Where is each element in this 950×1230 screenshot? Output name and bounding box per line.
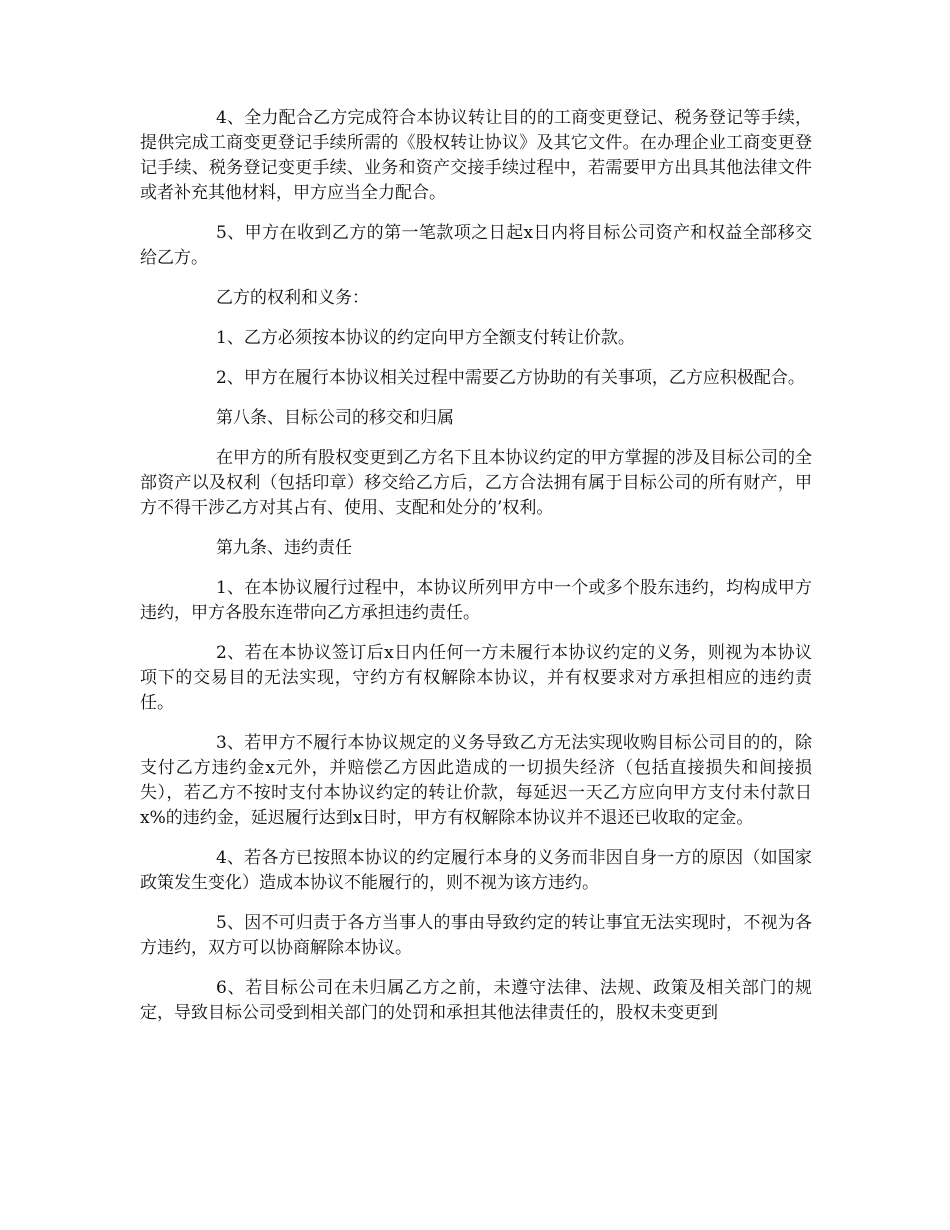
section-heading-party-b-rights: 乙方的权利和义务：: [216, 288, 369, 308]
paragraph-breach-2: 2、若在本协议签订后x日内任何一方未履行本协议约定的义务，则视为本协议项下的交易目的无法实现，守约方有权解除本协议，并有权要求对方承担相应的违约责任。: [140, 643, 812, 713]
paragraph-breach-3: 3、若甲方不履行本协议规定的义务导致乙方无法实现收购目标公司目的的，除支付乙方违约金x元外，并赔偿乙方因此造成的一切损失经济（包括直接损失和间接损失），若乙方不按时支付本协议约定的转让价款，每延迟一天乙方应向甲方支付未付款日x%的违约金，延迟履行达到x日时，甲方有权解除本协议并不退还已收取的定金。: [140, 733, 812, 828]
paragraph-party-b-1: 1、乙方必须按本协议的约定向甲方全额支付转让价款。: [216, 328, 635, 348]
paragraph-breach-1: 1、在本协议履行过程中，本协议所列甲方中一个或多个股东违约，均构成甲方违约，甲方各股东连带向乙方承担违约责任。: [140, 578, 812, 623]
paragraph-breach-5: 5、因不可归责于各方当事人的事由导致约定的转让事宜无法实现时，不视为各方违约，双方可以协商解除本协议。: [140, 913, 812, 958]
paragraph-breach-4: 4、若各方已按照本协议的约定履行本身的义务而非因自身一方的原因（如国家政策发生变化）造成本协议不能履行的，则不视为该方违约。: [140, 848, 812, 893]
paragraph-clause-5-transfer: 5、甲方在收到乙方的第一笔款项之日起x日内将目标公司资产和权益全部移交给乙方。: [140, 223, 812, 268]
article-8-heading: 第八条、目标公司的移交和归属: [216, 408, 454, 428]
paragraph-breach-6: 6、若目标公司在未归属乙方之前，未遵守法律、法规、政策及相关部门的规定，导致目标公司受到相关部门的处罚和承担其他法律责任的，股权未变更到: [140, 978, 812, 1023]
paragraph-article-8-body: 在甲方的所有股权变更到乙方名下且本协议约定的甲方掌握的涉及目标公司的全部资产以及权利（包括印章）移交给乙方后，乙方合法拥有属于目标公司的所有财产，甲方不得干涉乙方对其占有、使用、支配和处分的’权利。: [140, 448, 812, 518]
article-9-heading: 第九条、违约责任: [216, 538, 352, 558]
paragraph-clause-4-cooperation: 4、全力配合乙方完成符合本协议转让目的的工商变更登记、税务登记等手续，提供完成工商变更登记手续所需的《股权转让协议》及其它文件。在办理企业工商变更登记手续、税务登记变更手续、业务和资产交接手续过程中，若需要甲方出具其他法律文件或者补充其他材料，甲方应当全力配合。: [140, 108, 812, 203]
document-body: [140, 106, 812, 1041]
paragraph-party-b-2: 2、甲方在履行本协议相关过程中需要乙方协助的有关事项，乙方应积极配合。: [216, 368, 805, 388]
